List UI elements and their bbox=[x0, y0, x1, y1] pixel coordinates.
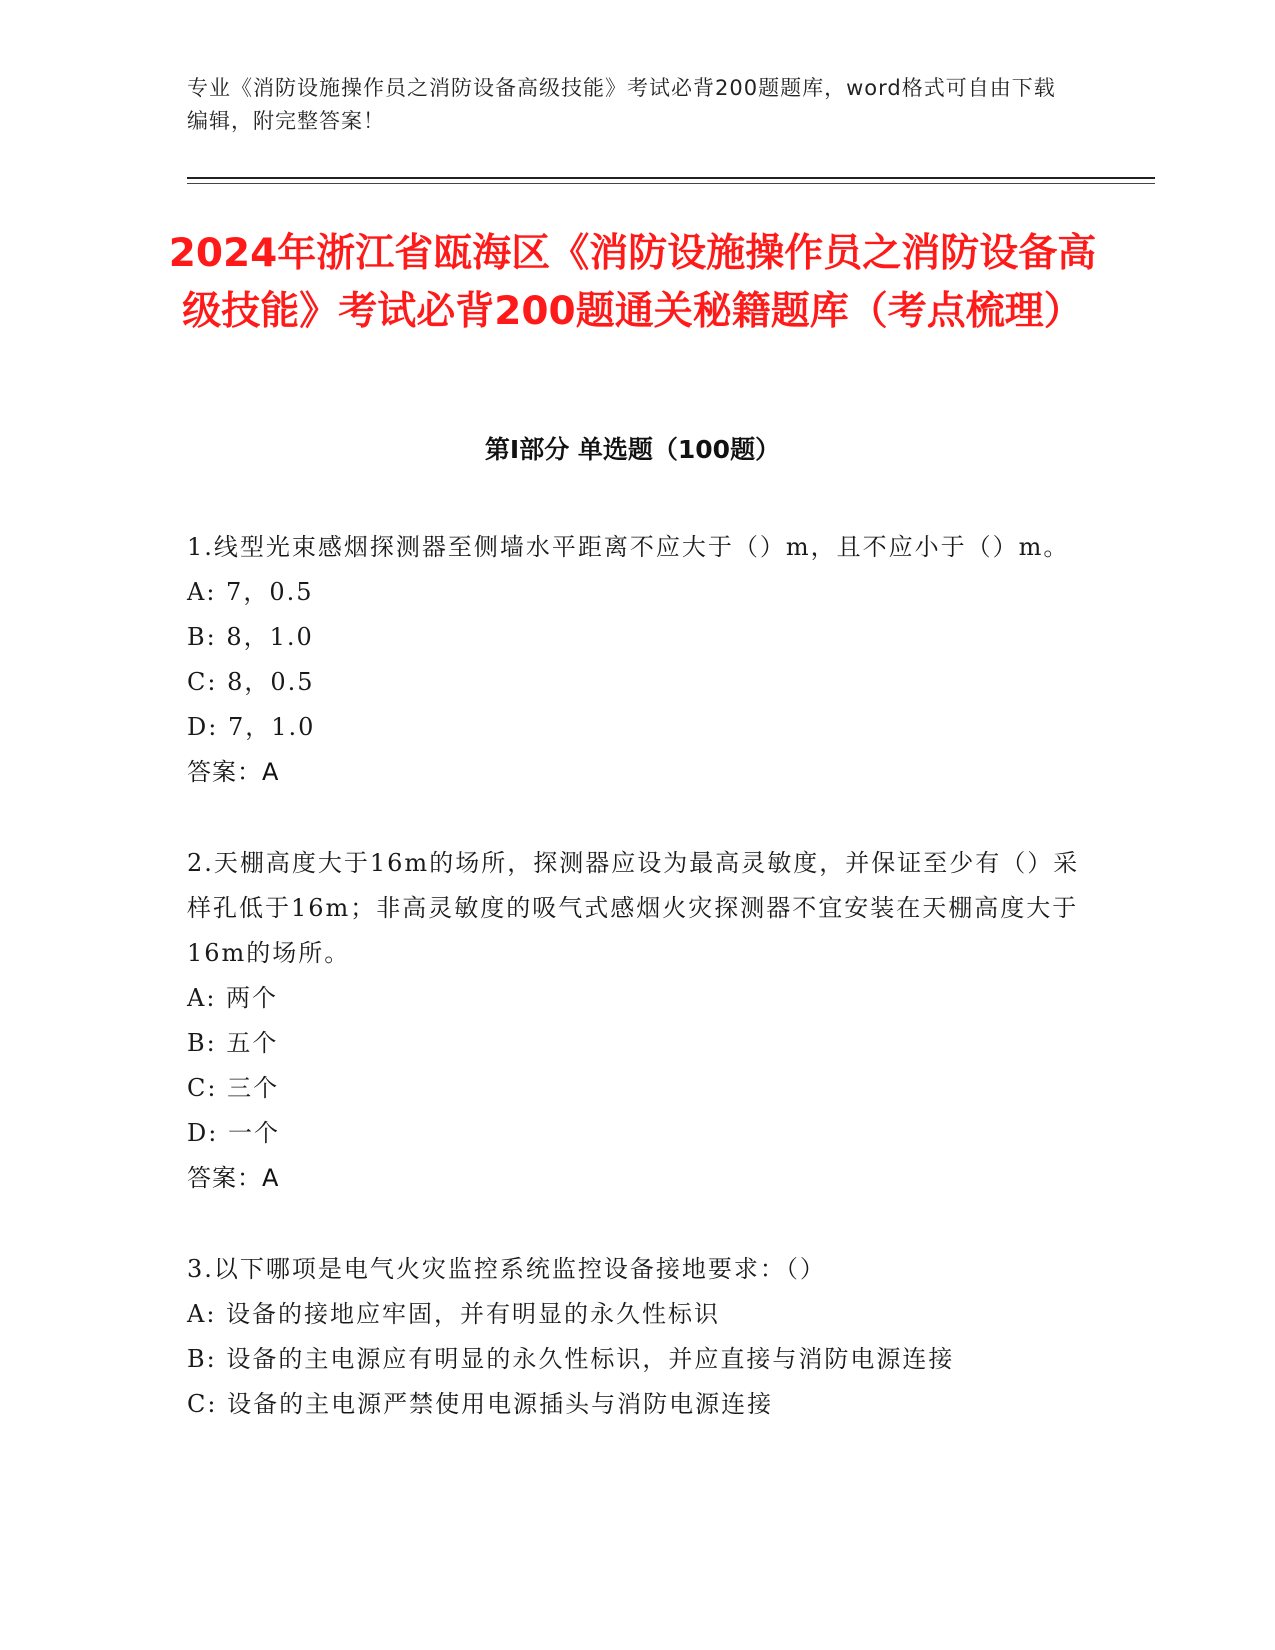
option-a: A: 设备的接地应牢固，并有明显的永久性标识 bbox=[187, 1300, 721, 1328]
answer: 答案：A bbox=[187, 758, 280, 786]
header-divider-thin bbox=[187, 183, 1155, 184]
question-stem: 2.天棚高度大于16m的场所，探测器应设为最高灵敏度，并保证至少有（）采样孔低于16m；非高灵敏度的吸气式感烟火灾探测器不宜安装在天棚高度大于16m的场所。 bbox=[187, 849, 1080, 967]
question-1 bbox=[187, 525, 1082, 795]
option-c: C: 8，0.5 bbox=[187, 668, 315, 696]
option-a: A: 两个 bbox=[187, 984, 279, 1012]
option-c: C: 三个 bbox=[187, 1074, 280, 1102]
option-c: C: 设备的主电源严禁使用电源插头与消防电源连接 bbox=[187, 1390, 774, 1418]
answer: 答案：A bbox=[187, 1164, 280, 1192]
option-a: A: 7，0.5 bbox=[187, 578, 314, 606]
header-divider-thick bbox=[187, 177, 1155, 179]
question-stem: 3.以下哪项是电气火灾监控系统监控设备接地要求：（） bbox=[187, 1255, 826, 1283]
option-b: B: 五个 bbox=[187, 1029, 279, 1057]
option-b: B: 设备的主电源应有明显的永久性标识，并应直接与消防电源连接 bbox=[187, 1345, 955, 1373]
question-3 bbox=[187, 1247, 1082, 1427]
option-d: D: 7，1.0 bbox=[187, 713, 316, 741]
question-2 bbox=[187, 841, 1082, 1201]
question-stem: 1.线型光束感烟探测器至侧墙水平距离不应大于（）m，且不应小于（）m。 bbox=[187, 533, 1070, 561]
document-title: 2024年浙江省瓯海区《消防设施操作员之消防设备高级技能》考试必背200题通关秘籍题库（考点梳理） bbox=[168, 231, 1097, 334]
option-b: B: 8，1.0 bbox=[187, 623, 314, 651]
question-list bbox=[187, 525, 1082, 1473]
section-title: 第I部分 单选题（100题） bbox=[484, 435, 781, 464]
header-note: 专业《消防设施操作员之消防设备高级技能》考试必背200题题库，word格式可自由下载编辑，附完整答案！ bbox=[187, 76, 1056, 133]
option-d: D: 一个 bbox=[187, 1119, 280, 1147]
